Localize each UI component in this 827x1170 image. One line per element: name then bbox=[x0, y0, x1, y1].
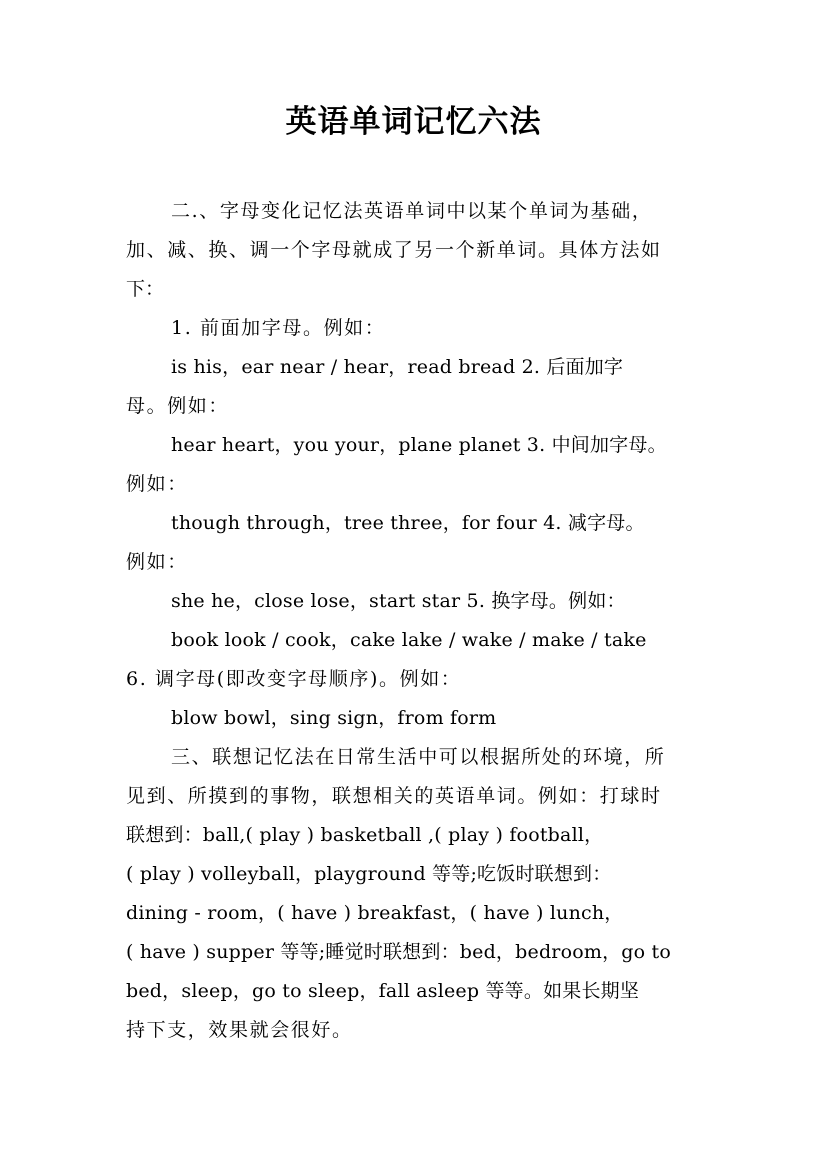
paragraph-line: bed，sleep，go to sleep，fall asleep 等等。如果长期坚 bbox=[126, 980, 640, 1002]
paragraph-line: ( play ) volleyball，playground 等等;吃饭时联想到： bbox=[126, 863, 612, 885]
paragraph-line: blow bowl，sing sign，from form bbox=[171, 707, 497, 729]
paragraph-line: dining - room，( have ) breakfast，( have ) lunch， bbox=[126, 902, 624, 924]
paragraph-line: hear heart，you your，plane planet 3. 中间加字母。 bbox=[171, 434, 667, 456]
paragraph-line: 例如： bbox=[126, 473, 188, 495]
paragraph-line: 1. 前面加字母。例如： bbox=[171, 317, 386, 339]
paragraph-line: 母。例如： bbox=[126, 395, 230, 417]
document-title: 英语单词记忆六法 bbox=[285, 104, 542, 140]
paragraph-line: 下： bbox=[126, 278, 165, 300]
paragraph-line: though through，tree three，for four 4. 减字母。 bbox=[171, 512, 645, 534]
paragraph-line: 加、减、换、调一个字母就成了另一个新单词。具体方法如 bbox=[126, 239, 662, 261]
paragraph-line: 6. 调字母(即改变字母顺序)。例如： bbox=[126, 668, 462, 690]
paragraph-line: book look / cook，cake lake / wake / make / take bbox=[171, 629, 647, 651]
paragraph-line: she he，close lose，start star 5. 换字母。例如： bbox=[171, 590, 626, 612]
paragraph-line: 持下支，效果就会很好。 bbox=[126, 1019, 353, 1041]
paragraph-line: ( have ) supper 等等;睡觉时联想到：bed，bedroom，go to bbox=[126, 941, 671, 963]
paragraph-line: 联想到：ball,( play ) basketball ,( play ) football， bbox=[126, 824, 604, 846]
paragraph-line: 见到、所摸到的事物，联想相关的英语单词。例如：打球时 bbox=[126, 785, 662, 807]
paragraph-line: 三、联想记忆法在日常生活中可以根据所处的环境，所 bbox=[171, 746, 666, 768]
paragraph-line: is his，ear near / hear，read bread 2. 后面加字 bbox=[171, 356, 624, 378]
paragraph-line: 例如： bbox=[126, 551, 188, 573]
document-body bbox=[126, 192, 706, 1050]
paragraph-line: 二.、字母变化记忆法英语单词中以某个单词为基础， bbox=[171, 200, 653, 222]
